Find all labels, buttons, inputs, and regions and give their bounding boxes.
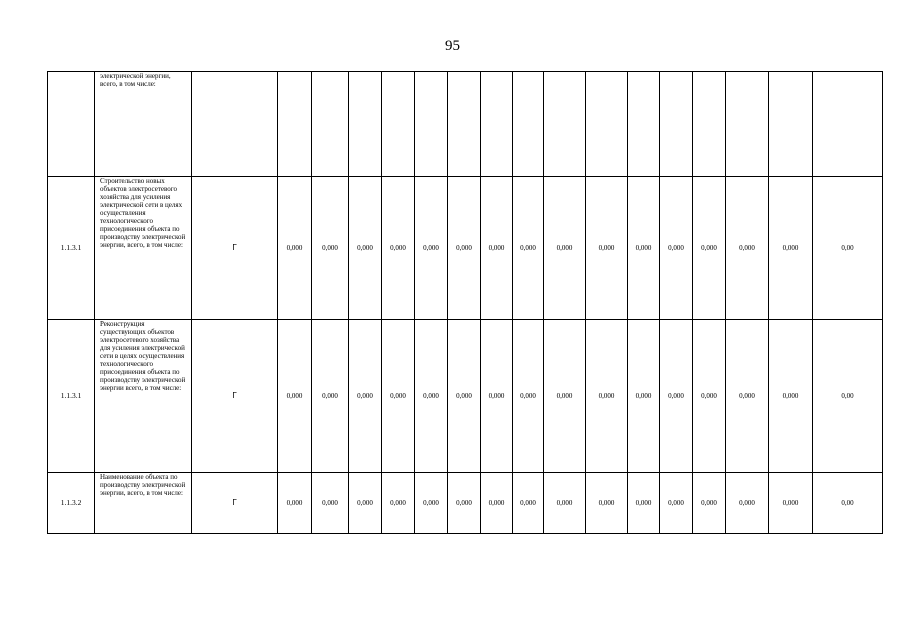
table-row xyxy=(48,473,883,534)
value-cell: 0,000 xyxy=(586,177,628,320)
investment-table xyxy=(47,71,883,534)
value-cell: 0,000 xyxy=(382,177,415,320)
value-cell: 0,000 xyxy=(513,177,544,320)
value-cell xyxy=(513,72,544,177)
value-cell: 0,000 xyxy=(278,320,312,473)
value-cell: 0,000 xyxy=(544,473,586,534)
value-cell: 0,000 xyxy=(693,320,726,473)
row-name: Строительство новых объектов электросетевого хозяйства для усиления электрической сети в целях осуществления технологического присоединения объекта по производству электрической энергии, всего, в том числе: xyxy=(95,177,192,320)
value-cell: 0,000 xyxy=(769,320,813,473)
value-cell: 0,000 xyxy=(349,177,382,320)
value-cell: 0,000 xyxy=(726,473,769,534)
row-code: 1.1.3.1 xyxy=(48,320,95,473)
value-cell xyxy=(349,72,382,177)
value-cell: 0,000 xyxy=(586,473,628,534)
value-cell xyxy=(278,72,312,177)
value-cell: 0,000 xyxy=(382,320,415,473)
value-cell: 0,000 xyxy=(544,320,586,473)
value-cell xyxy=(448,72,481,177)
value-cell: 0,000 xyxy=(693,177,726,320)
value-cell: 0,000 xyxy=(513,320,544,473)
value-cell: 0,000 xyxy=(415,177,448,320)
value-cell: 0,000 xyxy=(628,473,660,534)
value-cell: 0,000 xyxy=(769,177,813,320)
value-cell: 0,000 xyxy=(544,177,586,320)
row-unit xyxy=(192,72,278,177)
value-cell: 0,00 xyxy=(813,473,883,534)
value-cell: 0,00 xyxy=(813,320,883,473)
table-row xyxy=(48,320,883,473)
value-cell: 0,000 xyxy=(693,473,726,534)
value-cell: 0,000 xyxy=(628,177,660,320)
row-code: 1.1.3.1 xyxy=(48,177,95,320)
value-cell: 0,000 xyxy=(312,320,349,473)
value-cell: 0,000 xyxy=(382,473,415,534)
value-cell: 0,000 xyxy=(448,320,481,473)
row-unit: Г xyxy=(192,473,278,534)
value-cell: 0,000 xyxy=(586,320,628,473)
value-cell xyxy=(481,72,513,177)
value-cell: 0,000 xyxy=(660,177,693,320)
value-cell: 0,000 xyxy=(415,320,448,473)
value-cell: 0,000 xyxy=(349,320,382,473)
value-cell: 0,000 xyxy=(415,473,448,534)
value-cell xyxy=(544,72,586,177)
value-cell: 0,000 xyxy=(726,177,769,320)
value-cell xyxy=(726,72,769,177)
value-cell: 0,000 xyxy=(278,473,312,534)
value-cell: 0,000 xyxy=(481,320,513,473)
row-code: 1.1.3.2 xyxy=(48,473,95,534)
value-cell: 0,000 xyxy=(769,473,813,534)
page-number: 95 xyxy=(445,38,460,54)
value-cell xyxy=(628,72,660,177)
value-cell xyxy=(693,72,726,177)
value-cell xyxy=(382,72,415,177)
value-cell: 0,000 xyxy=(448,473,481,534)
row-unit: Г xyxy=(192,177,278,320)
table-row xyxy=(48,72,883,177)
value-cell: 0,000 xyxy=(481,177,513,320)
row-name: Реконструкция существующих объектов электросетевого хозяйства для усиления электрической сети в целях осуществления технологического присоединения объекта по производству электрической энергии всего, в том числе: xyxy=(95,320,192,473)
value-cell: 0,000 xyxy=(628,320,660,473)
value-cell xyxy=(813,72,883,177)
value-cell: 0,00 xyxy=(813,177,883,320)
table-row xyxy=(48,177,883,320)
value-cell: 0,000 xyxy=(726,320,769,473)
value-cell xyxy=(312,72,349,177)
row-name: электрической энергии, всего, в том числе: xyxy=(95,72,192,177)
value-cell xyxy=(415,72,448,177)
row-unit: Г xyxy=(192,320,278,473)
value-cell: 0,000 xyxy=(513,473,544,534)
row-code xyxy=(48,72,95,177)
value-cell xyxy=(769,72,813,177)
value-cell xyxy=(586,72,628,177)
value-cell xyxy=(660,72,693,177)
value-cell: 0,000 xyxy=(660,473,693,534)
value-cell: 0,000 xyxy=(660,320,693,473)
value-cell: 0,000 xyxy=(312,473,349,534)
row-name: Наименование объекта по производству электрической энергии, всего, в том числе: xyxy=(95,473,192,534)
value-cell: 0,000 xyxy=(278,177,312,320)
value-cell: 0,000 xyxy=(481,473,513,534)
value-cell: 0,000 xyxy=(349,473,382,534)
value-cell: 0,000 xyxy=(312,177,349,320)
value-cell: 0,000 xyxy=(448,177,481,320)
